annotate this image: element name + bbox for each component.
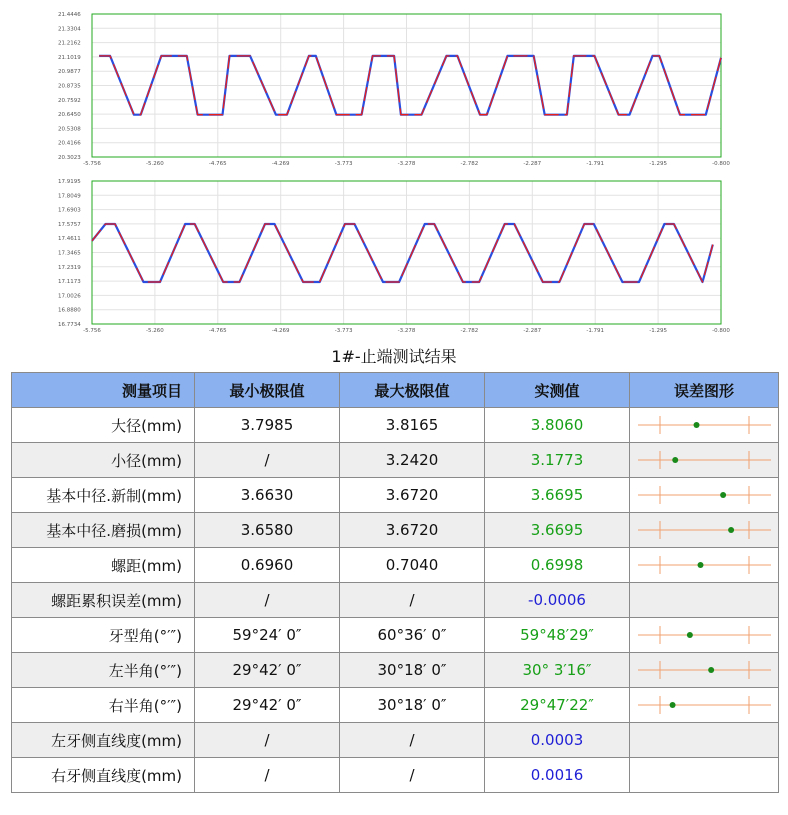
x-tick-label: -2.287 xyxy=(523,161,542,167)
item-name: 螺距(mm) xyxy=(12,548,195,583)
measured-marker xyxy=(720,492,726,498)
max-limit: 0.7040 xyxy=(340,548,485,583)
table-row xyxy=(12,408,779,443)
x-tick-label: -4.765 xyxy=(208,161,227,167)
y-tick-label: 16.8880 xyxy=(58,307,81,314)
item-name: 左牙侧直线度(mm) xyxy=(12,723,195,758)
results-table xyxy=(11,372,779,793)
error-bar-svg xyxy=(630,408,779,442)
header-max: 最大极限值 xyxy=(340,373,485,408)
item-name: 基本中径.磨损(mm) xyxy=(12,513,195,548)
table-row xyxy=(12,478,779,513)
table-row xyxy=(12,548,779,583)
measured-value: 3.6695 xyxy=(485,513,630,548)
error-bar-svg xyxy=(630,513,779,547)
y-tick-label: 20.5308 xyxy=(58,126,81,133)
header-min: 最小极限值 xyxy=(195,373,340,408)
max-limit: / xyxy=(340,583,485,618)
item-name: 右半角(°′″) xyxy=(12,688,195,723)
error-graph xyxy=(630,478,779,513)
measured-value: 0.6998 xyxy=(485,548,630,583)
item-name: 牙型角(°′″) xyxy=(12,618,195,653)
min-limit: 0.6960 xyxy=(195,548,340,583)
x-tick-label: -0.800 xyxy=(712,328,730,334)
x-tick-label: -2.287 xyxy=(523,328,542,334)
measured-marker xyxy=(708,667,714,673)
y-tick-label: 17.3465 xyxy=(58,250,81,257)
y-tick-label: 20.7592 xyxy=(58,97,81,104)
min-limit: 59°24′ 0″ xyxy=(195,618,340,653)
x-tick-label: -4.765 xyxy=(208,328,227,334)
item-name: 小径(mm) xyxy=(12,443,195,478)
item-name: 螺距累积误差(mm) xyxy=(12,583,195,618)
max-limit: / xyxy=(340,723,485,758)
y-tick-label: 20.9877 xyxy=(58,69,81,76)
measured-value: 3.8060 xyxy=(485,408,630,443)
table-row xyxy=(12,653,779,688)
measured-value: 30° 3′16″ xyxy=(485,653,630,688)
min-limit: 3.7985 xyxy=(195,408,340,443)
error-graph xyxy=(630,618,779,653)
y-tick-label: 17.4611 xyxy=(58,236,81,243)
error-graph xyxy=(630,583,779,618)
x-tick-label: -5.260 xyxy=(146,328,164,334)
cropped-footer xyxy=(0,808,788,815)
max-limit: 30°18′ 0″ xyxy=(340,688,485,723)
min-limit: 3.6630 xyxy=(195,478,340,513)
x-tick-label: -3.278 xyxy=(397,328,416,334)
y-tick-label: 17.5757 xyxy=(58,221,81,228)
error-graph xyxy=(630,758,779,793)
min-limit: / xyxy=(195,443,340,478)
min-limit: 3.6580 xyxy=(195,513,340,548)
error-graph xyxy=(630,653,779,688)
y-tick-label: 20.8735 xyxy=(58,83,81,90)
x-tick-label: -1.791 xyxy=(586,328,605,334)
min-limit: / xyxy=(195,723,340,758)
y-tick-label: 17.0026 xyxy=(58,293,81,300)
table-row xyxy=(12,688,779,723)
error-bar-svg xyxy=(630,443,779,477)
profile-chart-major-svg xyxy=(0,0,788,172)
error-graph xyxy=(630,408,779,443)
x-tick-label: -4.269 xyxy=(271,328,290,334)
y-tick-label: 20.3023 xyxy=(58,155,81,161)
x-tick-label: -2.782 xyxy=(460,328,479,334)
item-name: 左半角(°′″) xyxy=(12,653,195,688)
x-tick-label: -5.260 xyxy=(146,161,164,167)
error-graph xyxy=(630,513,779,548)
max-limit: 3.8165 xyxy=(340,408,485,443)
x-tick-label: -3.773 xyxy=(334,161,353,167)
max-limit: 3.2420 xyxy=(340,443,485,478)
error-bar-svg xyxy=(630,688,779,722)
x-tick-label: -5.756 xyxy=(83,328,101,334)
error-bar-svg xyxy=(630,618,779,652)
x-tick-label: -4.269 xyxy=(271,161,290,167)
y-tick-label: 17.2319 xyxy=(58,264,81,271)
measured-marker xyxy=(687,632,693,638)
measured-value: 3.1773 xyxy=(485,443,630,478)
table-row xyxy=(12,513,779,548)
item-name: 大径(mm) xyxy=(12,408,195,443)
table-header-row xyxy=(12,373,779,408)
table-row xyxy=(12,723,779,758)
y-tick-label: 17.1173 xyxy=(58,279,81,286)
y-tick-label: 21.4446 xyxy=(58,12,81,18)
y-tick-label: 21.2162 xyxy=(58,40,81,47)
measured-value: 0.0003 xyxy=(485,723,630,758)
header-item: 测量项目 xyxy=(12,373,195,408)
min-limit: / xyxy=(195,583,340,618)
x-tick-label: -2.782 xyxy=(460,161,479,167)
error-graph xyxy=(630,723,779,758)
max-limit: 3.6720 xyxy=(340,478,485,513)
measured-value: 0.0016 xyxy=(485,758,630,793)
item-name: 基本中径.新制(mm) xyxy=(12,478,195,513)
error-bar-svg xyxy=(630,478,779,512)
min-limit: / xyxy=(195,758,340,793)
measured-marker xyxy=(728,527,734,533)
error-graph xyxy=(630,548,779,583)
measured-marker xyxy=(670,702,676,708)
measured-marker xyxy=(694,422,700,428)
y-tick-label: 16.7734 xyxy=(58,322,81,328)
measured-value: -0.0006 xyxy=(485,583,630,618)
y-tick-label: 20.6450 xyxy=(58,112,81,119)
y-tick-label: 17.8049 xyxy=(58,193,81,200)
profile-chart-minor-svg xyxy=(0,172,788,340)
x-tick-label: -1.791 xyxy=(586,161,605,167)
table-row xyxy=(12,618,779,653)
x-tick-label: -3.773 xyxy=(334,328,353,334)
error-bar-svg xyxy=(630,548,779,582)
y-tick-label: 21.1019 xyxy=(58,54,81,61)
max-limit: 60°36′ 0″ xyxy=(340,618,485,653)
max-limit: / xyxy=(340,758,485,793)
profile-chart-major xyxy=(0,0,788,172)
x-tick-label: -0.800 xyxy=(712,161,730,167)
measured-value: 3.6695 xyxy=(485,478,630,513)
measured-value: 59°48′29″ xyxy=(485,618,630,653)
min-limit: 29°42′ 0″ xyxy=(195,688,340,723)
results-title: 1#-止端测试结果 xyxy=(331,347,457,366)
x-tick-label: -1.295 xyxy=(649,328,667,334)
y-tick-label: 20.4166 xyxy=(58,140,81,147)
header-error-graph: 误差图形 xyxy=(630,373,779,408)
x-tick-label: -1.295 xyxy=(649,161,667,167)
error-graph xyxy=(630,443,779,478)
measured-marker xyxy=(672,457,678,463)
profile-chart-minor xyxy=(0,172,788,340)
y-tick-label: 17.6903 xyxy=(58,207,81,214)
header-measured: 实测值 xyxy=(485,373,630,408)
min-limit: 29°42′ 0″ xyxy=(195,653,340,688)
max-limit: 30°18′ 0″ xyxy=(340,653,485,688)
measured-value: 29°47′22″ xyxy=(485,688,630,723)
y-tick-label: 17.9195 xyxy=(58,179,81,185)
x-tick-label: -5.756 xyxy=(83,161,101,167)
table-row xyxy=(12,758,779,793)
table-row xyxy=(12,583,779,618)
item-name: 右牙侧直线度(mm) xyxy=(12,758,195,793)
x-tick-label: -3.278 xyxy=(397,161,416,167)
table-row xyxy=(12,443,779,478)
y-tick-label: 21.3304 xyxy=(58,26,81,33)
max-limit: 3.6720 xyxy=(340,513,485,548)
measured-marker xyxy=(698,562,704,568)
error-bar-svg xyxy=(630,653,779,687)
error-graph xyxy=(630,688,779,723)
